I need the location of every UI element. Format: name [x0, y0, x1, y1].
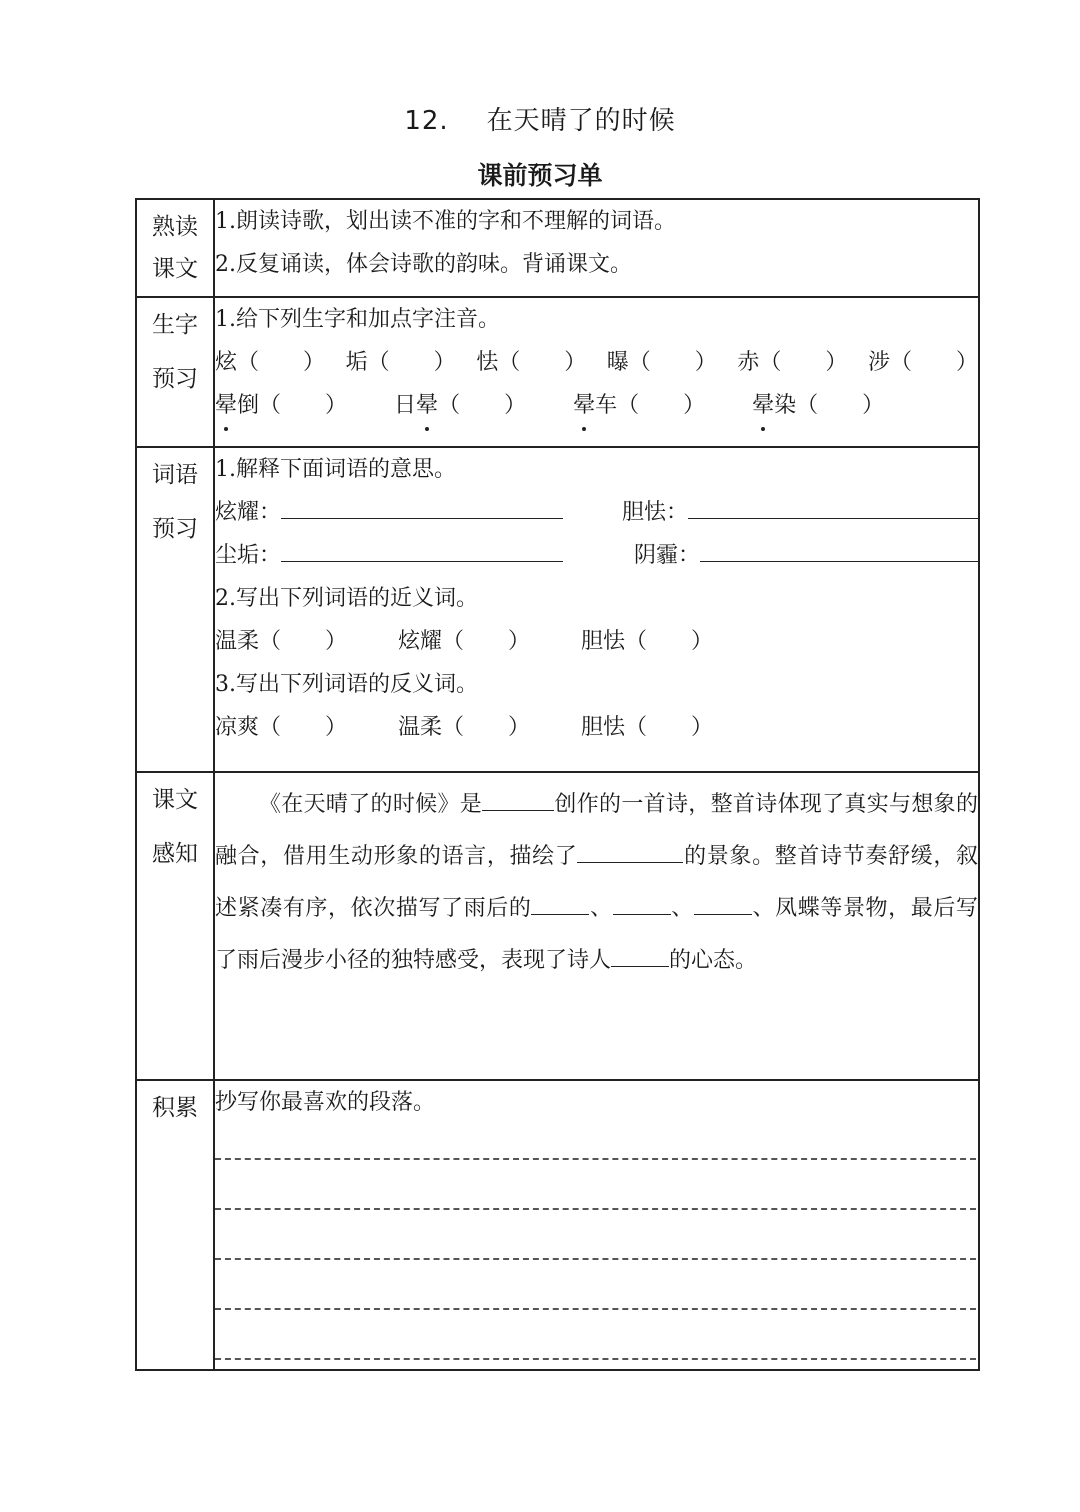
characters-content: [214, 297, 979, 447]
words-question-1: 1.解释下面词语的意思。: [215, 457, 456, 482]
fill-blank[interactable]: [531, 890, 589, 915]
answer-line[interactable]: [688, 496, 978, 519]
characters-row-2: [215, 384, 978, 427]
reading-task-2: 2.反复诵读，体会诗歌的韵味。背诵课文。: [215, 252, 632, 277]
dotted-word[interactable]: 晕车（ ）: [573, 384, 705, 427]
lesson-number: 12.: [404, 106, 449, 136]
meaning-row-2: 尘垢： 阴霾：: [215, 534, 978, 577]
dotted-word[interactable]: 日晕（ ）: [394, 384, 526, 427]
label-accumulate: 积累: [136, 1080, 214, 1370]
reading-task-1: 1.朗读诗歌，划出读不准的字和不理解的词语。: [215, 209, 676, 234]
lesson-name: 在天晴了的时候: [486, 106, 676, 136]
writing-line[interactable]: [215, 1124, 976, 1160]
section-characters: [136, 297, 979, 447]
char-item[interactable]: 怯（ ）: [476, 350, 587, 375]
perception-paragraph: 《在天晴了的时候》是 创作的一首诗，整首诗体现了真实与想象的融合，借用生动形象的语言，描绘了 的景象。整首诗节奏舒缓，叙述紧凑有序，依次描写了雨后的 、 、 、凤蝶等景物，最后写了雨后漫步小径的独特感受，表现了诗人 的心态。: [215, 773, 978, 987]
synonym-item[interactable]: 炫耀（ ）: [398, 629, 531, 654]
writing-line[interactable]: [215, 1210, 976, 1260]
char-item[interactable]: 垢（ ）: [345, 350, 456, 375]
meaning-row-1: 炫耀： 胆怯：: [215, 491, 978, 534]
antonym-item[interactable]: 温柔（ ）: [398, 715, 531, 740]
accumulate-instruction: 抄写你最喜欢的段落。: [215, 1090, 436, 1115]
reading-content: [214, 199, 979, 297]
dotted-word[interactable]: 晕染（ ）: [752, 384, 884, 427]
antonym-row: [215, 706, 978, 749]
writing-line[interactable]: [215, 1260, 976, 1310]
char-item[interactable]: 赤（ ）: [737, 350, 848, 375]
dotted-word[interactable]: 晕倒（ ）: [215, 384, 347, 427]
char-item[interactable]: 涉（ ）: [867, 350, 978, 375]
synonym-row: [215, 620, 978, 663]
antonym-item[interactable]: 胆怯（ ）: [581, 715, 714, 740]
words-content: [214, 447, 979, 772]
fill-blank[interactable]: [694, 890, 752, 915]
section-accumulate: [136, 1080, 979, 1370]
fill-blank[interactable]: [577, 838, 683, 863]
worksheet-subtitle: 课前预习单: [477, 161, 603, 190]
answer-line[interactable]: [700, 539, 978, 562]
words-question-2: 2.写出下列词语的近义词。: [215, 586, 478, 611]
words-question-3: 3.写出下列词语的反义词。: [215, 672, 478, 697]
section-reading: [136, 199, 979, 297]
characters-instruction: 1.给下列生字和加点字注音。: [215, 307, 500, 332]
label-perception: 课文 感知: [136, 772, 214, 1080]
writing-line[interactable]: [215, 1160, 976, 1210]
antonym-item[interactable]: 凉爽（ ）: [215, 715, 348, 740]
label-words: 词语 预习: [136, 447, 214, 772]
fill-blank[interactable]: [613, 890, 671, 915]
section-words: [136, 447, 979, 772]
answer-line[interactable]: [281, 496, 563, 519]
char-item[interactable]: 曝（ ）: [606, 350, 717, 375]
synonym-item[interactable]: 胆怯（ ）: [581, 629, 714, 654]
accumulate-content: [214, 1080, 979, 1370]
synonym-item[interactable]: 温柔（ ）: [215, 629, 348, 654]
answer-line[interactable]: [281, 539, 563, 562]
label-reading: 熟读 课文: [136, 199, 214, 297]
section-perception: [136, 772, 979, 1080]
characters-row-1: [215, 341, 978, 384]
preview-table: [135, 198, 980, 1371]
fill-blank[interactable]: [482, 786, 554, 811]
char-item[interactable]: 炫（ ）: [215, 350, 326, 375]
label-characters: 生字 预习: [136, 297, 214, 447]
writing-line[interactable]: [215, 1310, 976, 1360]
lesson-title: [0, 100, 1080, 137]
perception-content: [214, 772, 979, 1080]
fill-blank[interactable]: [611, 942, 669, 967]
